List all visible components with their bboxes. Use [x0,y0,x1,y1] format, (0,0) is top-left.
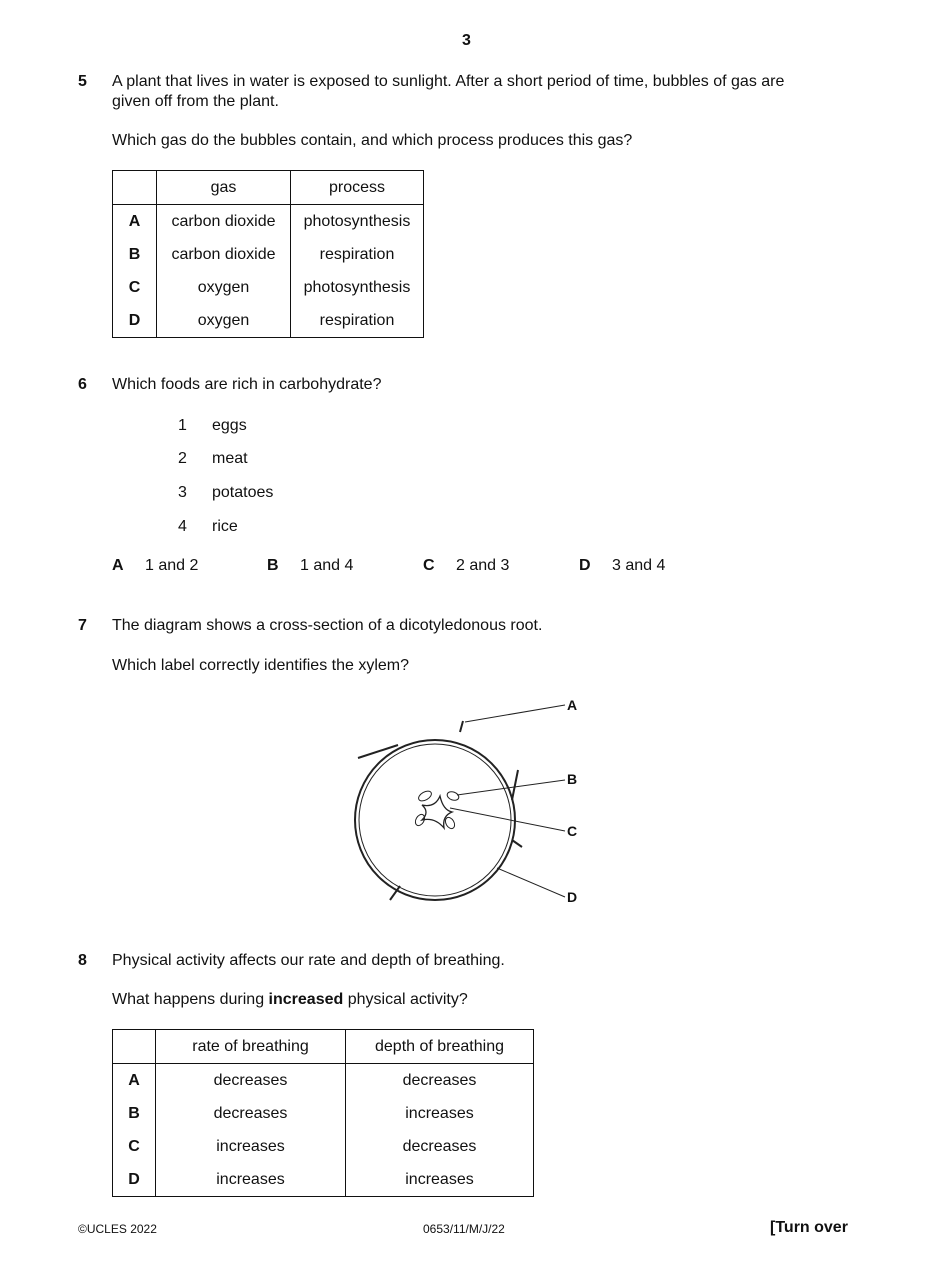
q8-number: 8 [78,952,87,969]
option-text: 1 and 2 [145,557,199,574]
q8-question [112,991,468,1009]
cell-depth: increases [346,1163,534,1197]
item-number: 2 [178,450,187,467]
cell-gas: oxygen [157,271,291,304]
q8-text: Physical activity affects our rate and depth of breathing. [112,952,505,969]
table-row [113,1163,534,1197]
option-letter: C [423,557,435,574]
header-depth: depth of breathing [346,1030,534,1064]
option-letter: D [579,557,591,574]
cell-rate: decreases [156,1064,346,1098]
option-letter: A [112,557,124,574]
header-gas: gas [157,171,291,205]
root-cross-section-diagram [340,690,600,910]
paper-code: 0653/11/M/J/22 [423,1222,505,1236]
header-process: process [291,171,424,205]
option-letter: D [113,304,157,338]
table-row [113,1097,534,1130]
q7-number: 7 [78,617,87,634]
table-row [113,1064,534,1098]
cell-gas: carbon dioxide [157,205,291,239]
label-d: D [567,889,578,905]
item-text: potatoes [212,484,274,501]
q8-question-bold: increased [268,991,344,1008]
item-number: 4 [178,518,187,535]
q8-table [112,1029,534,1197]
table-row [113,304,424,338]
label-a: A [567,697,578,713]
item-text: eggs [212,417,247,434]
q5-number: 5 [78,73,87,90]
option-letter: B [113,1097,156,1130]
cell-depth: increases [346,1097,534,1130]
table-row [113,271,424,304]
cell-gas: carbon dioxide [157,238,291,271]
q8-question-post: physical activity? [343,991,468,1008]
cell-depth: decreases [346,1064,534,1098]
cell-process: respiration [291,238,424,271]
option-letter: C [113,271,157,304]
label-b: B [567,771,578,787]
option-text: 2 and 3 [456,557,510,574]
item-number: 3 [178,484,187,501]
cell-gas: oxygen [157,304,291,338]
page-number: 3 [462,32,471,49]
cell-rate: increases [156,1163,346,1197]
q5-question: Which gas do the bubbles contain, and which process produces this gas? [112,132,633,149]
q7-text: The diagram shows a cross-section of a dicotyledonous root. [112,617,543,634]
option-letter: D [113,1163,156,1197]
q8-question-pre: What happens during [112,991,269,1008]
item-text: rice [212,518,238,535]
q7-question: Which label correctly identifies the xylem? [112,657,410,674]
header-rate: rate of breathing [156,1030,346,1064]
option-text: 3 and 4 [612,557,666,574]
item-number: 1 [178,417,187,434]
table-row [113,238,424,271]
q5-text: A plant that lives in water is exposed to sunlight. After a short period of time, bubbles of gas are [112,73,785,90]
q6-number: 6 [78,376,87,393]
label-c: C [567,823,578,839]
option-text: 1 and 4 [300,557,354,574]
option-letter: B [267,557,279,574]
option-letter: C [113,1130,156,1163]
table-row [113,1130,534,1163]
turn-over: [Turn over [770,1219,848,1236]
cell-process: photosynthesis [291,205,424,239]
option-letter: A [113,1064,156,1098]
table-row [113,205,424,239]
cell-depth: decreases [346,1130,534,1163]
copyright: ©UCLES 2022 [78,1222,157,1236]
cell-process: respiration [291,304,424,338]
q5-table [112,170,424,338]
q5-text-2: given off from the plant. [112,93,279,110]
q6-question: Which foods are rich in carbohydrate? [112,376,382,393]
cell-rate: increases [156,1130,346,1163]
cell-rate: decreases [156,1097,346,1130]
cell-process: photosynthesis [291,271,424,304]
option-letter: B [113,238,157,271]
option-letter: A [113,205,157,239]
item-text: meat [212,450,248,467]
